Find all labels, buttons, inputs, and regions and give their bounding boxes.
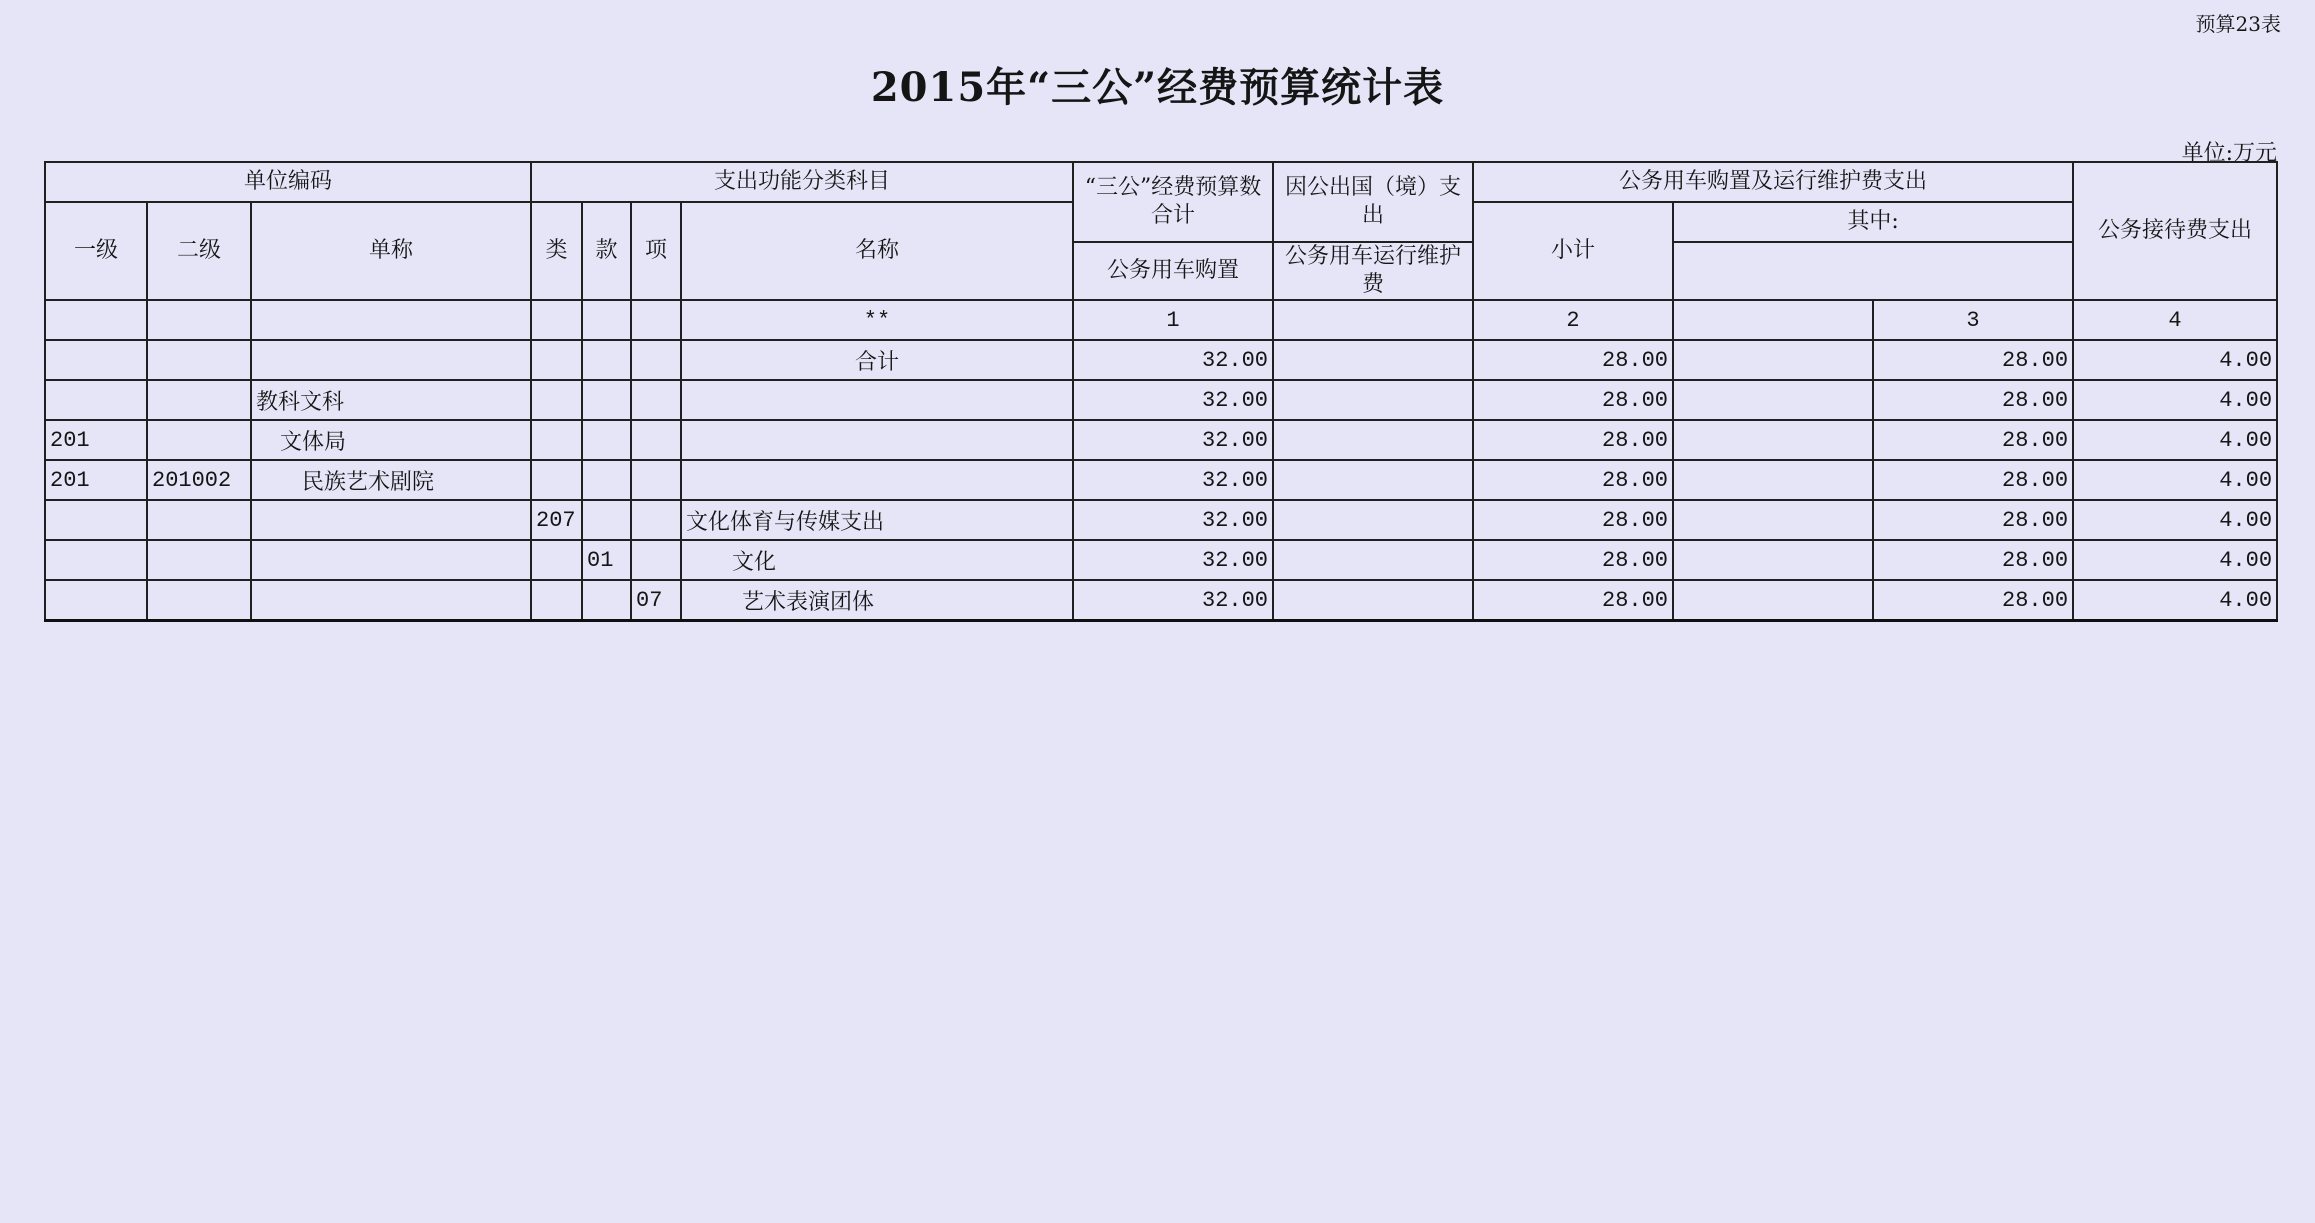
cell-xiang <box>631 460 681 500</box>
cell-lei <box>531 380 582 420</box>
cell-maintenance: 28.00 <box>1873 460 2073 500</box>
cell-subtotal: 28.00 <box>1473 580 1673 621</box>
cell-level2 <box>147 380 251 420</box>
table-row <box>45 340 2277 380</box>
cell-name: 艺术表演团体 <box>681 580 1073 621</box>
cell-unit-name: 民族艺术剧院 <box>251 460 531 500</box>
page-title: 2015年“三公”经费预算统计表 <box>870 64 1445 111</box>
header-lei: 类 <box>531 202 582 300</box>
cell-level2 <box>147 420 251 460</box>
cell-kuan <box>582 580 631 621</box>
header-subtotal: 小计 <box>1473 202 1673 300</box>
cell-total: 32.00 <box>1073 460 1273 500</box>
cell-purchase <box>1673 420 1873 460</box>
cell-level2 <box>147 500 251 540</box>
header-reception: 公务接待费支出 <box>2073 162 2277 300</box>
cell-level1 <box>45 380 147 420</box>
cell-reception: 4.00 <box>2073 500 2277 540</box>
index-row <box>45 300 2277 340</box>
cell-maintenance: 28.00 <box>1873 340 2073 380</box>
header-vehicle: 公务用车购置及运行维护费支出 <box>1473 162 2073 202</box>
cell-lei <box>531 580 582 621</box>
budget-table <box>44 161 2278 622</box>
header-among: 其中: <box>1673 202 2073 242</box>
cell-abroad <box>1273 420 1473 460</box>
table-row <box>45 500 2277 540</box>
cell-xiang: 07 <box>631 580 681 621</box>
cell-lei <box>531 420 582 460</box>
cell-reception: 4.00 <box>2073 340 2277 380</box>
cell-total: 32.00 <box>1073 340 1273 380</box>
table-row <box>45 420 2277 460</box>
cell-reception: 4.00 <box>2073 380 2277 420</box>
index-c3: 3 <box>1873 300 2073 340</box>
cell-purchase <box>1673 580 1873 621</box>
cell-xiang <box>631 420 681 460</box>
cell-unit-name <box>251 580 531 621</box>
cell-abroad <box>1273 540 1473 580</box>
table-row <box>45 380 2277 420</box>
cell-abroad <box>1273 500 1473 540</box>
cell-reception: 4.00 <box>2073 420 2277 460</box>
cell-xiang <box>631 540 681 580</box>
cell-total: 32.00 <box>1073 420 1273 460</box>
header-total: “三公”经费预算数合计 <box>1073 162 1273 242</box>
cell-subtotal: 28.00 <box>1473 540 1673 580</box>
cell-name: 文化体育与传媒支出 <box>681 500 1073 540</box>
cell-level1: 201 <box>45 460 147 500</box>
cell-kuan: 01 <box>582 540 631 580</box>
cell-unit-name <box>251 540 531 580</box>
cell-kuan <box>582 500 631 540</box>
cell-level2 <box>147 340 251 380</box>
cell-name: 合计 <box>681 340 1073 380</box>
index-c4: 4 <box>2073 300 2277 340</box>
cell-level1: 201 <box>45 420 147 460</box>
cell-reception: 4.00 <box>2073 540 2277 580</box>
cell-level2 <box>147 580 251 621</box>
cell-name <box>681 460 1073 500</box>
cell-name <box>681 420 1073 460</box>
cell-subtotal: 28.00 <box>1473 460 1673 500</box>
cell-purchase <box>1673 540 1873 580</box>
header-xiang: 项 <box>631 202 681 300</box>
cell-xiang <box>631 340 681 380</box>
unit-label: 单位:万元 <box>2181 141 2277 166</box>
cell-unit-name: 教科文科 <box>251 380 531 420</box>
cell-xiang <box>631 500 681 540</box>
cell-level2: 201002 <box>147 460 251 500</box>
cell-subtotal: 28.00 <box>1473 500 1673 540</box>
cell-kuan <box>582 340 631 380</box>
cell-reception: 4.00 <box>2073 460 2277 500</box>
cell-purchase <box>1673 500 1873 540</box>
cell-kuan <box>582 420 631 460</box>
cell-maintenance: 28.00 <box>1873 500 2073 540</box>
cell-maintenance: 28.00 <box>1873 540 2073 580</box>
table-row <box>45 540 2277 580</box>
cell-name: 文化 <box>681 540 1073 580</box>
header-maintenance: 公务用车运行维护费 <box>1273 242 1473 300</box>
table-code: 预算23表 <box>2195 12 2281 36</box>
cell-purchase <box>1673 380 1873 420</box>
cell-maintenance: 28.00 <box>1873 380 2073 420</box>
cell-subtotal: 28.00 <box>1473 420 1673 460</box>
header-unit-name: 单称 <box>251 202 531 300</box>
cell-purchase <box>1673 460 1873 500</box>
cell-kuan <box>582 460 631 500</box>
cell-level1 <box>45 340 147 380</box>
cell-abroad <box>1273 580 1473 621</box>
cell-abroad <box>1273 460 1473 500</box>
cell-level1 <box>45 580 147 621</box>
header-name: 名称 <box>681 202 1073 300</box>
header-kuan: 款 <box>582 202 631 300</box>
header-purchase: 公务用车购置 <box>1073 242 1273 300</box>
cell-lei <box>531 460 582 500</box>
table-row <box>45 580 2277 621</box>
cell-unit-name <box>251 340 531 380</box>
cell-level2 <box>147 540 251 580</box>
cell-abroad <box>1273 340 1473 380</box>
header-level2: 二级 <box>147 202 251 300</box>
header-abroad: 因公出国（境）支出 <box>1273 162 1473 242</box>
cell-subtotal: 28.00 <box>1473 340 1673 380</box>
cell-maintenance: 28.00 <box>1873 580 2073 621</box>
index-c2: 2 <box>1473 300 1673 340</box>
header-level1: 一级 <box>45 202 147 300</box>
cell-kuan <box>582 380 631 420</box>
cell-maintenance: 28.00 <box>1873 420 2073 460</box>
cell-purchase <box>1673 340 1873 380</box>
index-name: ** <box>681 300 1073 340</box>
header-unit-code: 单位编码 <box>45 162 531 202</box>
cell-lei <box>531 540 582 580</box>
cell-name <box>681 380 1073 420</box>
header-func-class: 支出功能分类科目 <box>531 162 1073 202</box>
index-c1: 1 <box>1073 300 1273 340</box>
cell-xiang <box>631 380 681 420</box>
cell-total: 32.00 <box>1073 540 1273 580</box>
cell-abroad <box>1273 380 1473 420</box>
cell-unit-name <box>251 500 531 540</box>
cell-subtotal: 28.00 <box>1473 380 1673 420</box>
cell-reception: 4.00 <box>2073 580 2277 621</box>
cell-total: 32.00 <box>1073 380 1273 420</box>
cell-lei: 207 <box>531 500 582 540</box>
cell-unit-name: 文体局 <box>251 420 531 460</box>
cell-total: 32.00 <box>1073 580 1273 621</box>
table-row <box>45 460 2277 500</box>
budget-table-wrapper <box>44 161 2276 622</box>
cell-level1 <box>45 540 147 580</box>
cell-lei <box>531 340 582 380</box>
cell-total: 32.00 <box>1073 500 1273 540</box>
cell-level1 <box>45 500 147 540</box>
